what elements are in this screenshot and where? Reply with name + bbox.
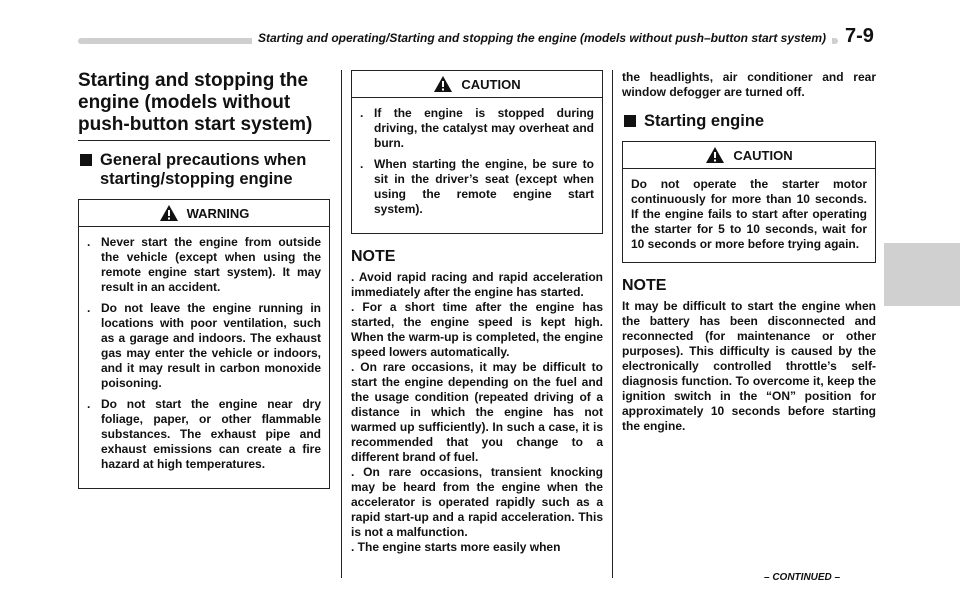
page-title: Starting and stopping the engine (models without push-button start system): [78, 70, 313, 135]
note-heading: NOTE: [351, 248, 396, 265]
note-item: . The engine starts more easily when: [351, 540, 561, 554]
section-square-icon: [80, 154, 92, 166]
caution-box: [622, 141, 876, 263]
continued-label: – CONTINUED –: [764, 572, 841, 583]
column-3: [622, 70, 876, 434]
note-heading: NOTE: [622, 277, 667, 294]
note-item: . Avoid rapid racing and rapid acceleration immediately after the engine has started.: [351, 270, 603, 299]
page-number: 7-9: [845, 25, 874, 47]
column-1: [78, 70, 330, 501]
caution-box: [351, 70, 603, 234]
caution-triangle-icon: [705, 146, 725, 164]
column-divider-left: [341, 70, 342, 578]
column-divider-right: [612, 70, 613, 578]
warning-item: . Never start the engine from outside the vehicle (except when using the remote engine start system). It may result in an accident.: [87, 235, 321, 294]
warning-triangle-icon: [159, 204, 179, 222]
note-item: . On rare occasions, it may be difficult to start the engine depending on the fuel and the usage condition (repeated driving of a distance in which the engine has not warmed up sufficiently). In such a case, it is recommended that you change to a different brand of fuel.: [351, 360, 604, 464]
column-2: [351, 70, 603, 555]
warning-item: . Do not start the engine near dry foliage, paper, or other flammable substances. The exhaust pipe and exhaust emissions can create a fire hazard at high temperatures.: [87, 397, 321, 471]
chapter-thumb-tab: [884, 243, 960, 306]
continuation-text: the headlights, air conditioner and rear window defogger are turned off.: [622, 70, 876, 99]
note-item: . For a short time after the engine has started, the engine speed is kept high. When the warm-up is completed, the engine speed lowers automatically.: [351, 300, 604, 359]
warning-item: . Do not leave the engine running in locations with poor ventilation, such as a garage and indoors. The exhaust gas may enter the vehicle or indoors, and it may result in carbon monoxide poisoning.: [87, 301, 321, 390]
warning-box: [78, 199, 330, 489]
section-square-icon: [624, 115, 636, 127]
running-header: Starting and operating/Starting and stopping the engine (models without push–button start system): [252, 31, 832, 45]
caution-item: . If the engine is stopped during driving, the catalyst may overheat and burn.: [360, 106, 594, 150]
title-rule: [78, 140, 330, 141]
note-text: It may be difficult to start the engine when the battery has been disconnected and reconnected (for maintenance or other purposes). This difficulty is caused by the electronically controlled throttle’s self-diagnosis function. To overcome it, keep the ignition switch in the “ON” position for approximately 10 seconds before starting the engine.: [622, 299, 876, 433]
caution-triangle-icon: [433, 75, 453, 93]
caution-label: CAUTION: [461, 76, 521, 92]
caution-label: CAUTION: [733, 147, 793, 163]
warning-label: WARNING: [186, 205, 250, 221]
note-item: . On rare occasions, transient knocking may be heard from the engine when the accelerator is operated rapidly such as a rapid start-up and a rapid acceleration. This is not a malfunction.: [351, 465, 603, 539]
section-heading-precautions: General precautions when starting/stopping engine: [78, 151, 330, 189]
caution-text: Do not operate the starter motor continuously for more than 10 seconds. If the engine fails to start after operating the starter for 5 to 10 seconds, wait for 10 seconds or more before trying again.: [631, 177, 867, 251]
section-heading-starting: Starting engine: [622, 112, 876, 131]
caution-item: . When starting the engine, be sure to sit in the driver’s seat (except when using the remote engine start system).: [360, 157, 594, 216]
